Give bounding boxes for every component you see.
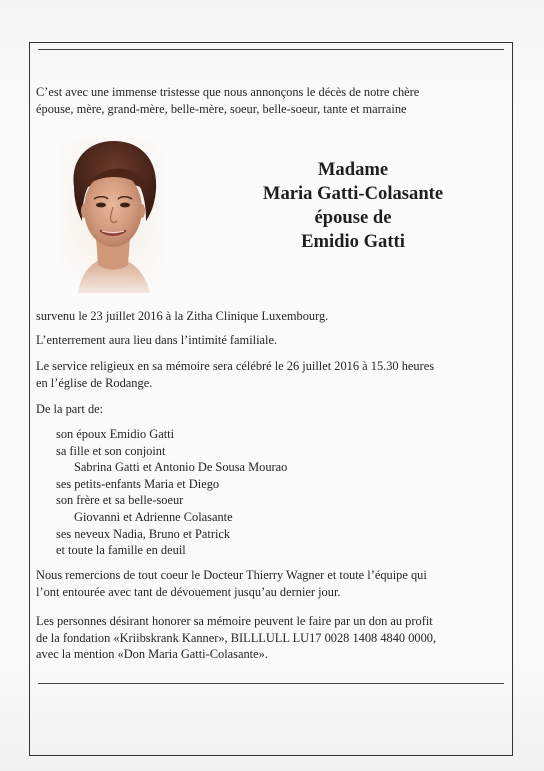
family-row: Giovanni et Adrienne Colasante (74, 509, 233, 524)
family-title: De la part de: (36, 402, 104, 416)
intro-line-1: C’est avec une immense tristesse que nous annonçons le décès de notre chère (36, 85, 420, 99)
deceased-name-block (230, 158, 476, 254)
bottom-rule (38, 683, 504, 684)
date-place-line: survenu le 23 juillet 2016 à la Zitha Clinique Luxembourg. (36, 309, 329, 323)
burial-line: L’enterrement aura lieu dans l’intimité familiale. (36, 333, 278, 347)
top-rule (38, 49, 504, 50)
donation-line-3: avec la mention «Don Maria Gatti-Colasante». (36, 647, 268, 662)
family-row: son époux Emidio Gatti (56, 427, 175, 441)
thanks-line-2: l’ont entourée avec tant de dévouement jusqu’au dernier jour. (36, 584, 341, 599)
donation-line-2: de la fondation «Kriibskrank Kanner», BILLLULL LU17 0028 1408 4840 0000, (36, 630, 437, 645)
deceased-title: Madame (317, 159, 389, 180)
service-line-1: Le service religieux en sa mémoire sera célébré le 26 juillet 2016 à 15.30 heures (36, 359, 435, 373)
family-row: Sabrina Gatti et Antonio De Sousa Mourao (74, 460, 288, 475)
family-row: son frère et sa belle-soeur (56, 493, 184, 508)
thanks-line-1: Nous remercions de tout coeur le Docteur Thierry Wagner et toute l’équipe qui (36, 568, 427, 582)
family-row: sa fille et son conjoint (56, 443, 166, 458)
service-line-2: en l’église de Rodange. (36, 375, 153, 390)
intro-line-2: épouse, mère, grand-mère, belle-mère, soeur, belle-soeur, tante et marraine (36, 101, 407, 116)
thanks-paragraph (36, 567, 504, 600)
service-paragraph (36, 358, 504, 391)
deceased-photo (60, 137, 164, 293)
deceased-name: Maria Gatti-Colasante (262, 183, 444, 204)
family-row: et toute la famille en deuil (56, 543, 186, 558)
portrait-image (60, 137, 164, 293)
spouse-label: épouse de (314, 207, 392, 228)
spouse-name: Emidio Gatti (301, 231, 405, 252)
family-list (36, 426, 506, 559)
family-row: ses neveux Nadia, Bruno et Patrick (56, 526, 231, 541)
family-row: ses petits-enfants Maria et Diego (56, 476, 220, 491)
intro-paragraph (36, 84, 506, 117)
donation-paragraph (36, 613, 504, 663)
donation-line-1: Les personnes désirant honorer sa mémoire peuvent le faire par un don au profit (36, 614, 433, 628)
